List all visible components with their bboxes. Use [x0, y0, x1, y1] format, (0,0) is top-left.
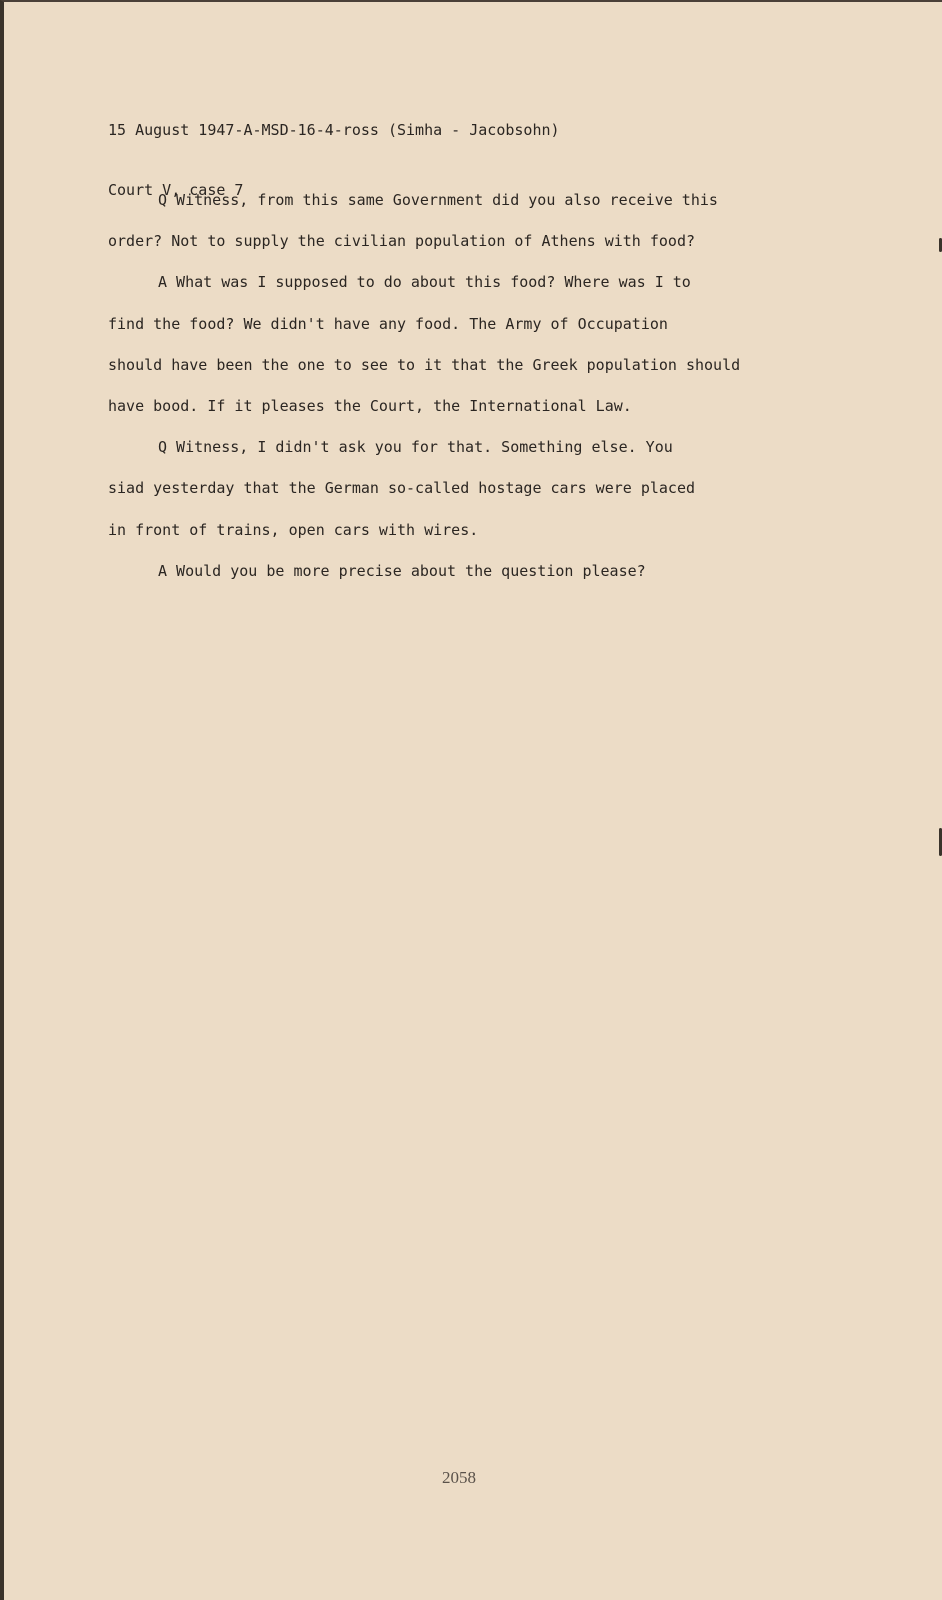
transcript-line-4: find the food? We didn't have any food. The Army of Occupation	[108, 314, 668, 333]
transcript-line-6: have bood. If it pleases the Court, the International Law.	[108, 397, 632, 416]
transcript-line-7: Q Witness, I didn't ask you for that. Something else. You	[158, 438, 673, 457]
transcript-line-3: A What was I supposed to do about this food? Where was I to	[158, 273, 691, 292]
transcript-line-5: should have been the one to see to it that the Greek population should	[108, 355, 741, 374]
header-court-line: Court V, case 7	[108, 181, 244, 199]
transcript-line-1: Q Witness, from this same Government did you also receive this	[158, 191, 718, 209]
transcript-line-2: order? Not to supply the civilian population of Athens with food?	[108, 232, 695, 251]
header-date-line: 15 August 1947-A-MSD-16-4-ross (Simha - Jacobsohn)	[108, 121, 560, 139]
transcript-line-9: in front of trains, open cars with wires.	[108, 520, 479, 539]
transcript-body	[108, 180, 838, 592]
transcript-line-10: A Would you be more precise about the question please?	[158, 561, 646, 580]
transcript-line-8: siad yesterday that the German so-called hostage cars were placed	[108, 479, 695, 498]
page-number: 2058	[442, 1468, 476, 1487]
